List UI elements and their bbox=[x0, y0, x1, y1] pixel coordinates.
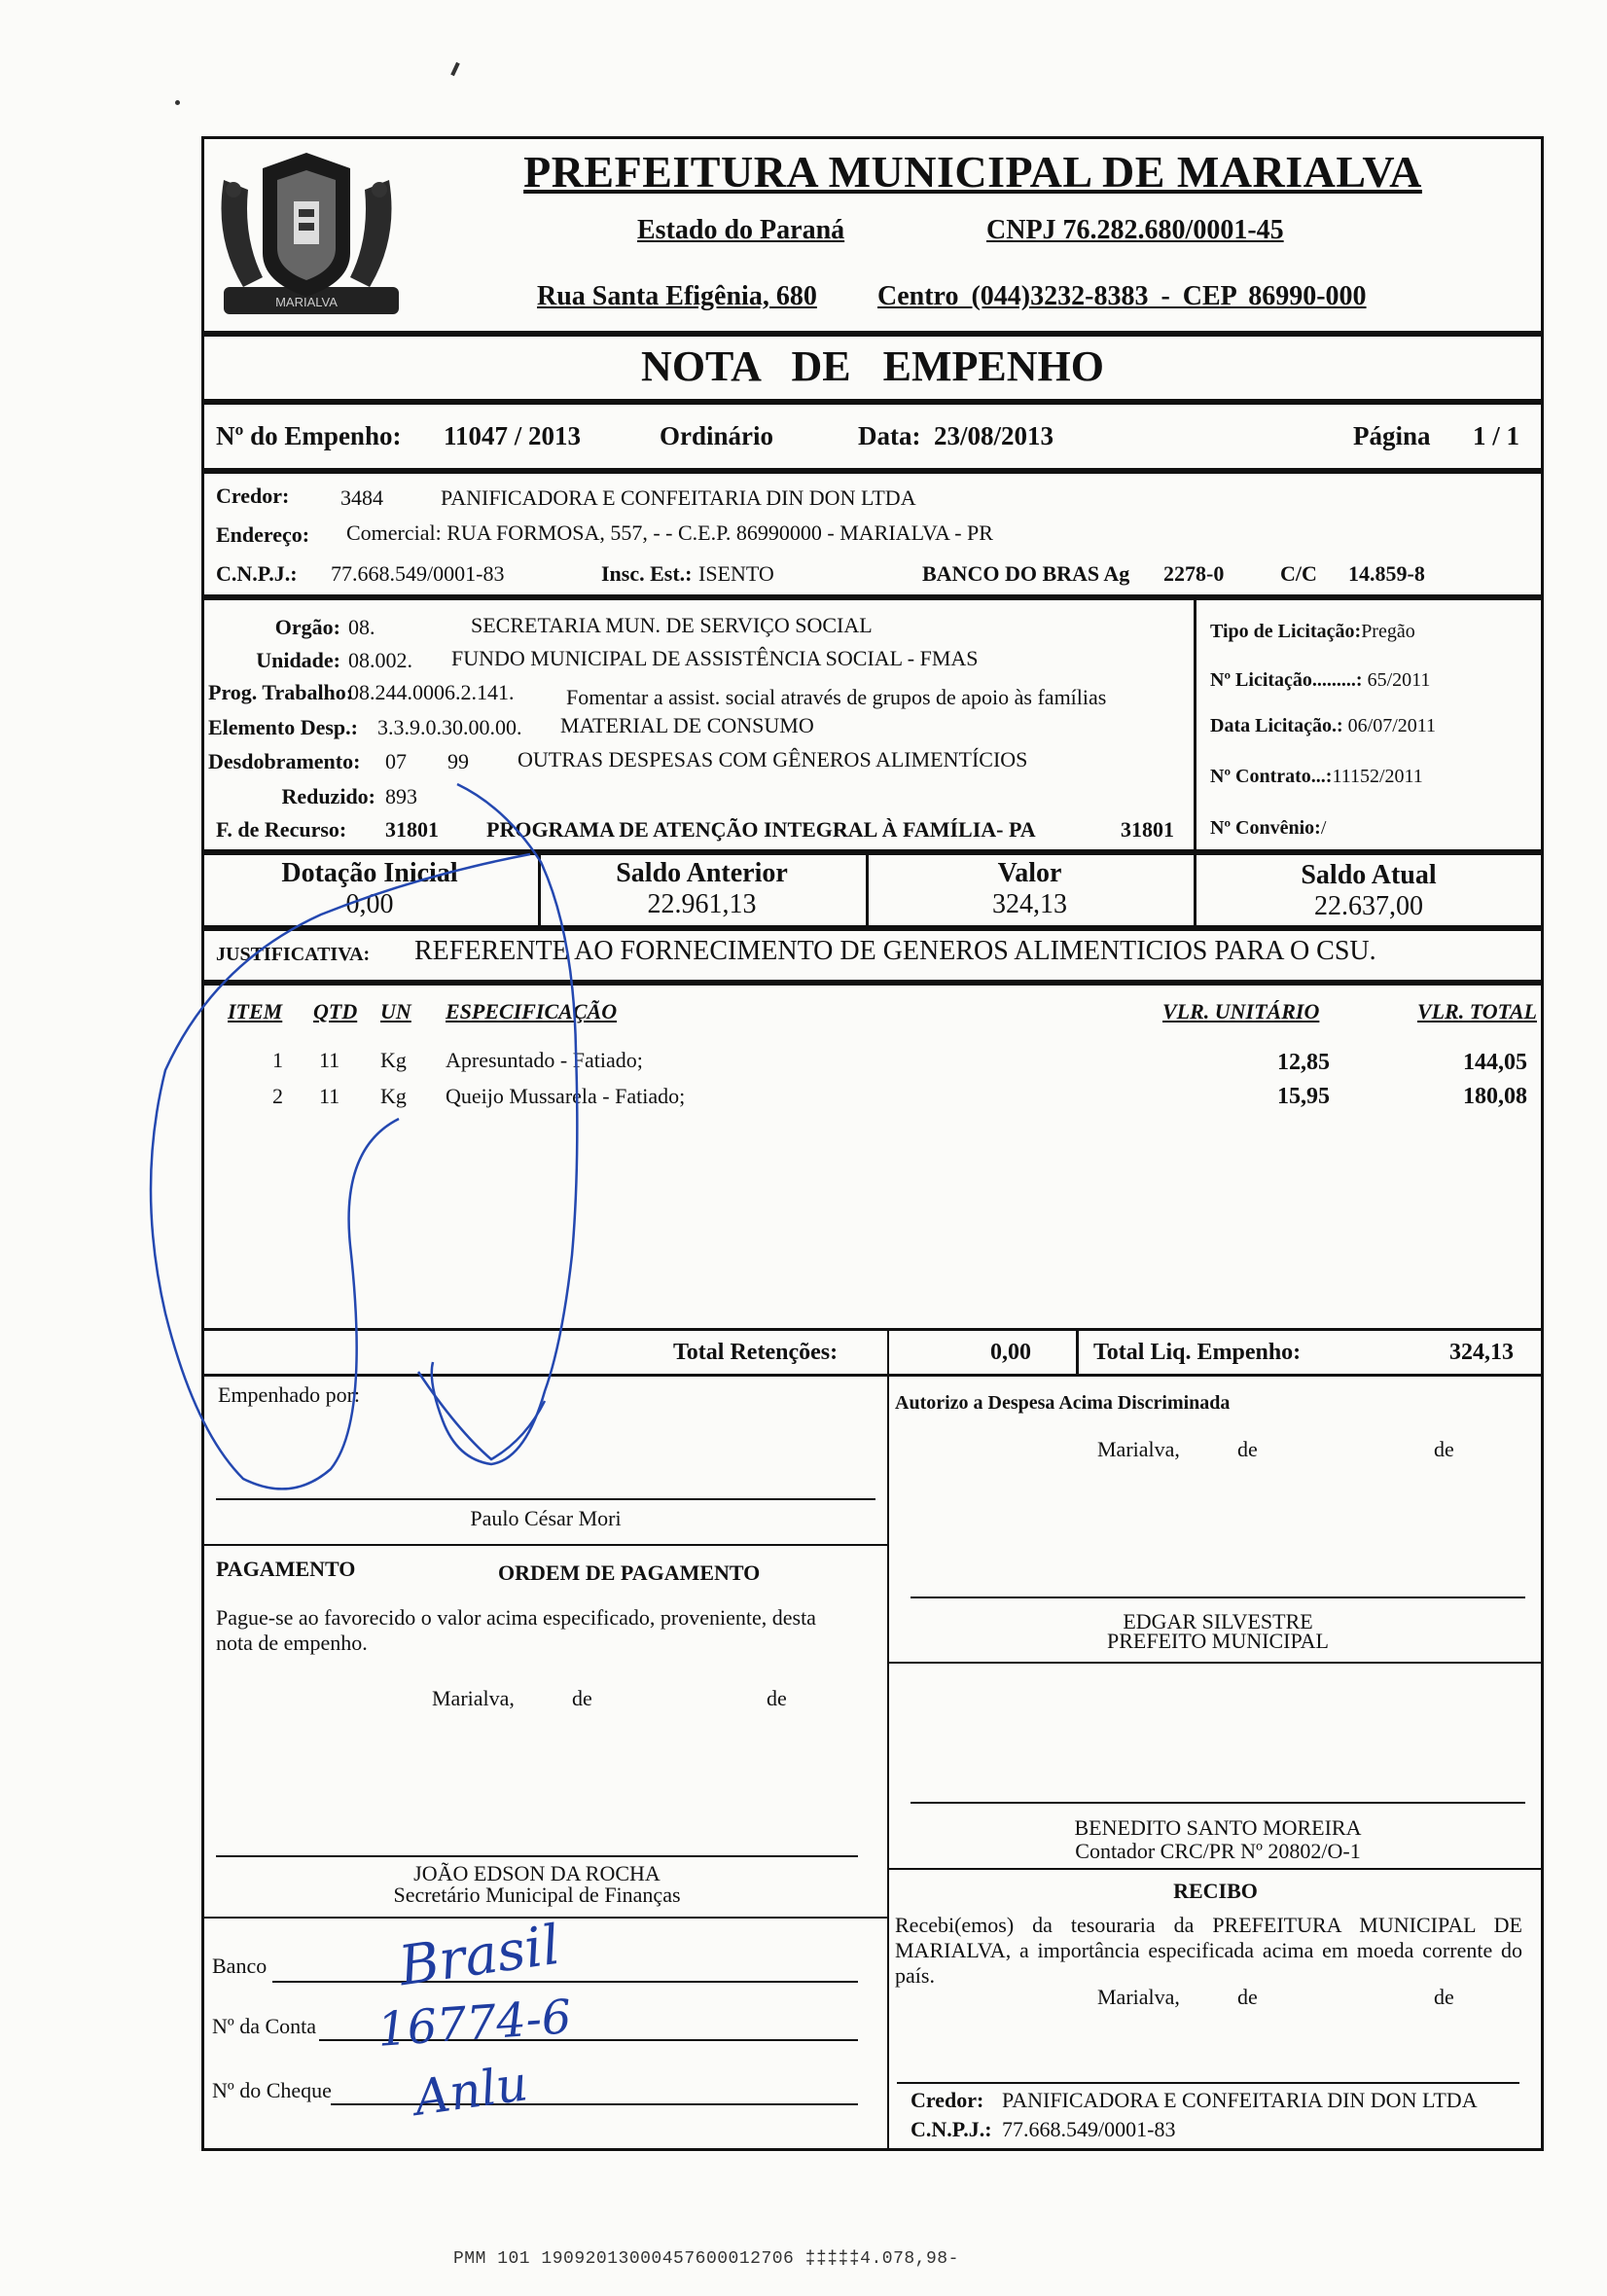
organ-label: Orgão: bbox=[274, 615, 340, 639]
initial-allocation-label: Dotação Inicial bbox=[281, 858, 458, 888]
committed-by-label: Empenhado por: bbox=[218, 1382, 361, 1407]
bid-type-label-text: Tipo de Licitação: bbox=[1210, 621, 1362, 642]
bid-date: 06/07/2011 bbox=[1347, 715, 1437, 736]
page-label: Página bbox=[1353, 421, 1431, 450]
address-label: Endereço: bbox=[216, 522, 310, 547]
creditor-label: Credor: bbox=[216, 484, 290, 508]
item-spec: Queijo Mussarela - Fatiado; bbox=[446, 1084, 686, 1108]
program-description: Fomentar a assist. social através de grupos de apoio às famílias bbox=[566, 685, 1107, 709]
bank-field-label: Banco bbox=[212, 1954, 268, 1978]
receipt-city: Marialva, bbox=[1097, 1985, 1180, 2009]
bank-name: BANCO DO BRAS Ag bbox=[922, 561, 1130, 586]
item-unit-price: 15,95 bbox=[1277, 1084, 1330, 1109]
col-spec-header: ESPECIFICAÇÃO bbox=[446, 999, 618, 1023]
address-value: Comercial: RUA FORMOSA, 557, - - C.E.P. 86990000 - MARIALVA - PR bbox=[346, 520, 993, 545]
amount-label: Valor bbox=[997, 858, 1062, 888]
reduced-label: Reduzido: bbox=[281, 784, 375, 808]
receipt-de-1: de bbox=[1237, 1985, 1258, 2009]
resource-description: PROGRAMA DE ATENÇÃO INTEGRAL À FAMÍLIA- PA bbox=[486, 817, 1036, 842]
payment-heading: PAGAMENTO bbox=[216, 1557, 356, 1581]
net-total-label: Total Liq. Empenho: bbox=[1093, 1340, 1302, 1365]
program-code: 08.244.0006.2.141. bbox=[348, 680, 515, 704]
street-address: Rua Santa Efigênia, 680 bbox=[537, 281, 817, 311]
item-spec: Apresuntado - Fatiado; bbox=[446, 1048, 643, 1072]
creditor-name: PANIFICADORA E CONFEITARIA DIN DON LTDA bbox=[441, 485, 916, 510]
bid-date-label: Data Licitação.: bbox=[1210, 715, 1343, 736]
cnpj-header: CNPJ 76.282.680/0001-45 bbox=[986, 215, 1284, 245]
payment-city: Marialva, bbox=[432, 1686, 515, 1710]
current-balance-value: 22.637,00 bbox=[1314, 891, 1423, 921]
unit-name: FUNDO MUNICIPAL DE ASSISTÊNCIA SOCIAL - FMAS bbox=[451, 646, 979, 670]
item-number: 2 bbox=[272, 1084, 283, 1108]
payment-instruction: Pague-se ao favorecido o valor acima especificado, proveniente, desta nota de empenho. bbox=[216, 1605, 816, 1655]
item-unit-price: 12,85 bbox=[1277, 1050, 1330, 1075]
agreement-number: / bbox=[1320, 817, 1327, 839]
empenho-number-label: Nº do Empenho: bbox=[216, 421, 402, 450]
item-unit: Kg bbox=[380, 1084, 407, 1108]
previous-balance-value: 22.961,13 bbox=[647, 889, 757, 919]
resource-label: F. de Recurso: bbox=[216, 817, 347, 842]
date-value: 23/08/2013 bbox=[934, 421, 1054, 450]
item-qty: 11 bbox=[319, 1084, 340, 1108]
col-qty-header: QTD bbox=[313, 999, 358, 1023]
payment-order-heading: ORDEM DE PAGAMENTO bbox=[498, 1561, 761, 1585]
state-name: Estado do Paraná bbox=[637, 215, 845, 245]
handwritten-bank: Brasil bbox=[395, 1913, 564, 1999]
svg-text:MARIALVA: MARIALVA bbox=[275, 295, 338, 309]
agreement-label: Nº Convênio: bbox=[1210, 817, 1321, 839]
doc-title: NOTA DE EMPENHO bbox=[641, 342, 1104, 390]
authorization-city: Marialva, bbox=[1097, 1437, 1180, 1461]
col-unit-price-header: VLR. UNITÁRIO bbox=[1162, 999, 1320, 1023]
element-label: Elemento Desp.: bbox=[208, 715, 358, 739]
authorization-de-2: de bbox=[1434, 1437, 1454, 1461]
bid-number: 65/2011 bbox=[1367, 669, 1431, 691]
handwritten-check: Anlu bbox=[411, 2055, 531, 2127]
mayor-title: PREFEITO MUNICIPAL bbox=[1107, 1629, 1329, 1653]
breakdown-label: Desdobramento: bbox=[208, 749, 361, 773]
authorization-text: Autorizo a Despesa Acima Discriminada bbox=[895, 1392, 1231, 1414]
secretary-name: JOÃO EDSON DA ROCHA bbox=[413, 1861, 661, 1885]
empenho-type: Ordinário bbox=[660, 421, 774, 450]
breakdown-description: OUTRAS DESPESAS COM GÊNEROS ALIMENTÍCIOS bbox=[518, 747, 1028, 771]
unit-label: Unidade: bbox=[256, 648, 340, 672]
creditor-cnpj: 77.668.549/0001-83 bbox=[331, 561, 505, 586]
receipt-de-2: de bbox=[1434, 1985, 1454, 2009]
payment-de-2: de bbox=[767, 1686, 787, 1710]
resource-code-2: 31801 bbox=[1121, 817, 1174, 842]
net-total-value: 324,13 bbox=[1449, 1340, 1514, 1365]
state-registration: ISENTO bbox=[698, 561, 774, 586]
creditor-code: 3484 bbox=[340, 485, 383, 510]
col-unit-header: UN bbox=[380, 999, 411, 1023]
receipt-cnpj-label: C.N.P.J.: bbox=[911, 2117, 992, 2141]
accountant-name: BENEDITO SANTO MOREIRA bbox=[1074, 1815, 1362, 1840]
city-hall-title: PREFEITURA MUNICIPAL DE MARIALVA bbox=[523, 147, 1422, 197]
justification-label: JUSTIFICATIVA: bbox=[216, 944, 371, 965]
center-phone-cep: Centro (044)3232-8383 - CEP 86990-000 bbox=[877, 281, 1367, 311]
program-label: Prog. Trabalho: bbox=[208, 680, 354, 704]
element-name: MATERIAL DE CONSUMO bbox=[560, 713, 814, 737]
accountant-title: Contador CRC/PR Nº 20802/O-1 bbox=[1075, 1839, 1361, 1863]
element-code: 3.3.9.0.30.00.00. bbox=[377, 715, 522, 739]
account-field-label: Nº da Conta bbox=[212, 2014, 317, 2038]
page-number: 1 / 1 bbox=[1473, 421, 1520, 450]
organ-name: SECRETARIA MUN. DE SERVIÇO SOCIAL bbox=[471, 613, 873, 637]
receipt-creditor-label: Credor: bbox=[911, 2088, 984, 2112]
state-registration-label: Insc. Est.: bbox=[601, 561, 693, 586]
col-item-header: ITEM bbox=[228, 999, 283, 1023]
account-number: 14.859-8 bbox=[1348, 561, 1425, 586]
reduced-value: 893 bbox=[385, 784, 417, 808]
amount-value: 324,13 bbox=[992, 889, 1067, 919]
organ-code: 08. bbox=[348, 615, 375, 639]
receipt-heading: RECIBO bbox=[1173, 1879, 1258, 1903]
secretary-title: Secretário Municipal de Finanças bbox=[393, 1883, 681, 1907]
creditor-cnpj-label: C.N.P.J.: bbox=[216, 561, 298, 586]
contract-label: Nº Contrato...: bbox=[1210, 766, 1333, 787]
previous-balance-label: Saldo Anterior bbox=[616, 858, 788, 888]
breakdown-subcode: 99 bbox=[447, 749, 469, 773]
mayor-name: EDGAR SILVESTRE bbox=[1123, 1609, 1313, 1633]
handwritten-account: 16774-6 bbox=[375, 1990, 574, 2058]
item-unit: Kg bbox=[380, 1048, 407, 1072]
resource-code: 31801 bbox=[385, 817, 439, 842]
bid-number-label: Nº Licitação.........: bbox=[1210, 669, 1363, 691]
receipt-cnpj: 77.668.549/0001-83 bbox=[1002, 2117, 1176, 2141]
receipt-creditor-name: PANIFICADORA E CONFEITARIA DIN DON LTDA bbox=[1002, 2088, 1478, 2112]
initial-allocation-value: 0,00 bbox=[345, 889, 394, 919]
item-total: 144,05 bbox=[1463, 1050, 1527, 1075]
retentions-label: Total Retenções: bbox=[673, 1340, 839, 1365]
bid-type: Pregão bbox=[1361, 621, 1415, 642]
contract-number: 11152/2011 bbox=[1332, 766, 1423, 787]
retentions-value: 0,00 bbox=[990, 1340, 1031, 1365]
check-field-label: Nº do Cheque bbox=[212, 2078, 332, 2102]
committed-by-name: Paulo César Mori bbox=[470, 1506, 622, 1530]
empenho-number: 11047 / 2013 bbox=[444, 421, 582, 450]
receipt-text: Recebi(emos) da tesouraria da PREFEITURA MUNICIPAL DE MARIALVA, a importância especificada acima em moeda corrente do país. bbox=[895, 1913, 1522, 1988]
bank-agency: 2278-0 bbox=[1163, 561, 1225, 586]
breakdown-code: 07 bbox=[385, 749, 407, 773]
micr-code-line: PMM 101 19092013000457600012706 ‡‡‡‡‡4.078,98- bbox=[453, 2249, 959, 2269]
item-total: 180,08 bbox=[1463, 1084, 1527, 1109]
current-balance-label: Saldo Atual bbox=[1301, 860, 1437, 890]
authorization-de-1: de bbox=[1237, 1437, 1258, 1461]
payment-de-1: de bbox=[572, 1686, 592, 1710]
item-qty: 11 bbox=[319, 1048, 340, 1072]
col-total-header: VLR. TOTAL bbox=[1416, 999, 1537, 1023]
account-label: C/C bbox=[1280, 561, 1317, 586]
justification-text: REFERENTE AO FORNECIMENTO DE GENEROS ALIMENTICIOS PARA O CSU. bbox=[414, 936, 1376, 966]
unit-code: 08.002. bbox=[348, 648, 412, 672]
item-number: 1 bbox=[272, 1048, 283, 1072]
date-label: Data: bbox=[858, 421, 921, 450]
